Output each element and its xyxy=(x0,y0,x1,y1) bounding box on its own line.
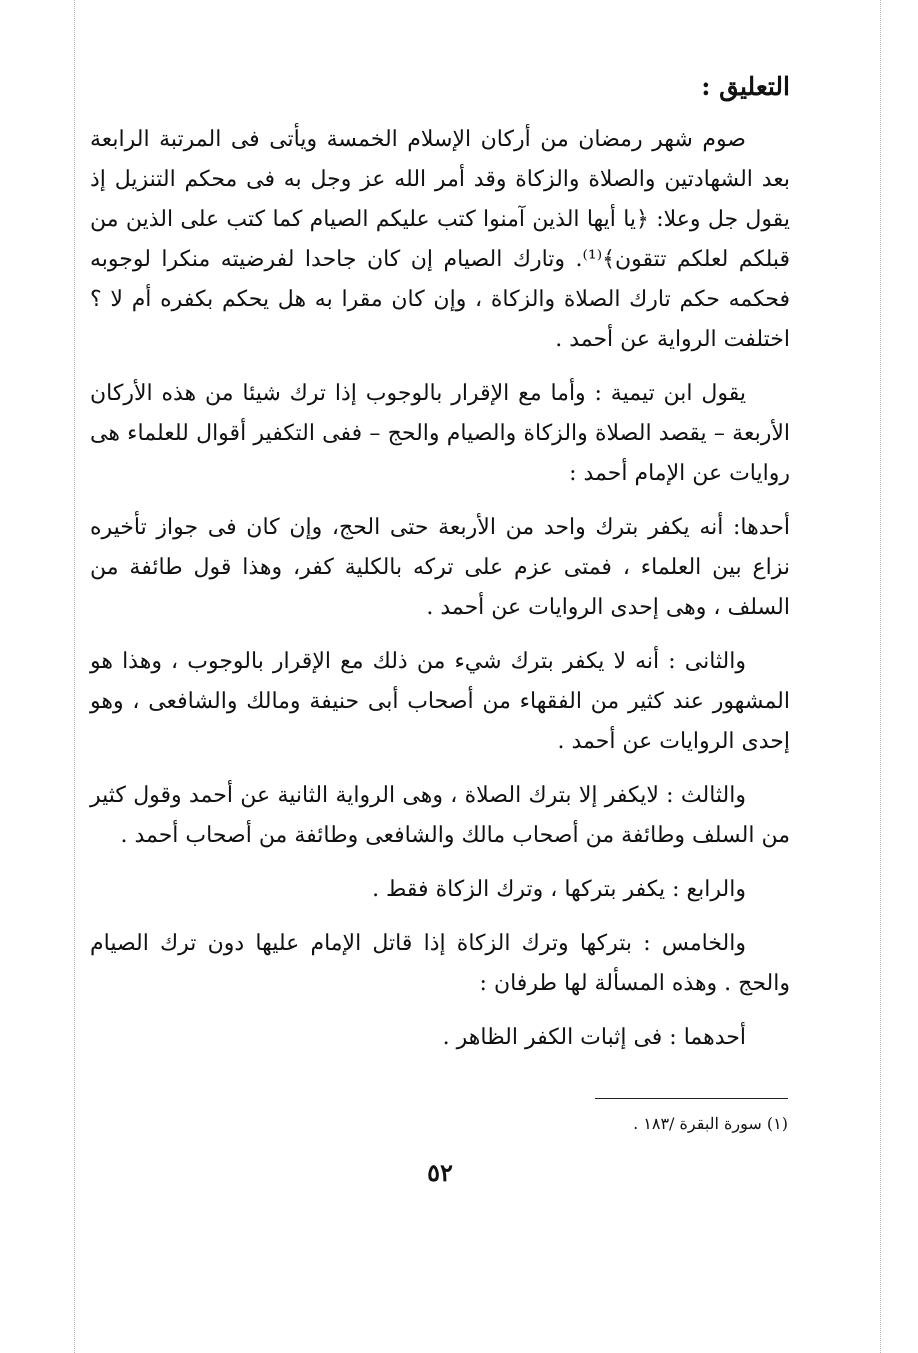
main-text xyxy=(90,66,790,1072)
footnote-divider xyxy=(595,1098,788,1099)
page-number: ٥٢ xyxy=(427,1158,453,1187)
paragraph-ibn-taymiyya: يقول ابن تيمية : وأما مع الإقرار بالوجوب إذا ترك شيئا من هذه الأركان الأربعة – يقصد الصلاة والزكاة والصيام والحج – ففى التكفير أقوال للعلماء هى روايات عن الإمام أحمد : xyxy=(90,381,790,486)
paragraph-first-side: أحدهما : فى إثبات الكفر الظاهر . xyxy=(442,1025,746,1050)
section-heading: التعليق : xyxy=(701,72,790,101)
paragraph-intro: صوم شهر رمضان من أركان الإسلام الخمسة ويأتى فى المرتبة الرابعة بعد الشهادتين والصلاة والزكاة وقد أمر الله عز وجل به فى محكم التنزيل إذ يقول جل وعلا: ﴿يا أيها الذين آمنوا كتب عليكم الصيام كما كتب على الذين من قبلكم لعلكم تتقون﴾⁽¹⁾. وتارك الصيام إن كان جاحدا لفرضيته منكرا لوجوبه فحكمه حكم تارك الصلاة والزكاة ، وإن كان مقرا به هل يحكم بكفره أم لا ؟ اختلفت الرواية عن أحمد . xyxy=(90,127,791,352)
left-margin-dotted-line xyxy=(74,0,75,1353)
paragraph-second-opinion: والثانى : أنه لا يكفر بترك شيء من ذلك مع الإقرار بالوجوب ، وهذا هو المشهور عند كثير من الفقهاء من أصحاب أبى حنيفة ومالك والشافعى ، وهو إحدى الروايات عن أحمد . xyxy=(90,649,790,754)
footnote: (١) سورة البقرة /١٨٣ . xyxy=(633,1114,788,1133)
paragraph-first-opinion: أحدها: أنه يكفر بترك واحد من الأربعة حتى الحج، وإن كان فى جواز تأخيره نزاع بين العلماء ، فمتى عزم على تركه بالكلية كفر، وهذا قول طائفة من السلف ، وهى إحدى الروايات عن أحمد . xyxy=(90,515,790,620)
right-margin-dotted-line xyxy=(880,0,881,1353)
paragraph-fourth-opinion: والرابع : يكفر بتركها ، وترك الزكاة فقط . xyxy=(372,877,746,902)
paragraph-fifth-opinion: والخامس : بتركها وترك الزكاة إذا قاتل الإمام عليها دون ترك الصيام والحج . وهذه المسألة لها طرفان : xyxy=(90,931,790,996)
paragraph-third-opinion: والثالث : لايكفر إلا بترك الصلاة ، وهى الرواية الثانية عن أحمد وقول كثير من السلف وطائفة من أصحاب مالك والشافعى وطائفة من أصحاب أحمد . xyxy=(90,783,790,848)
